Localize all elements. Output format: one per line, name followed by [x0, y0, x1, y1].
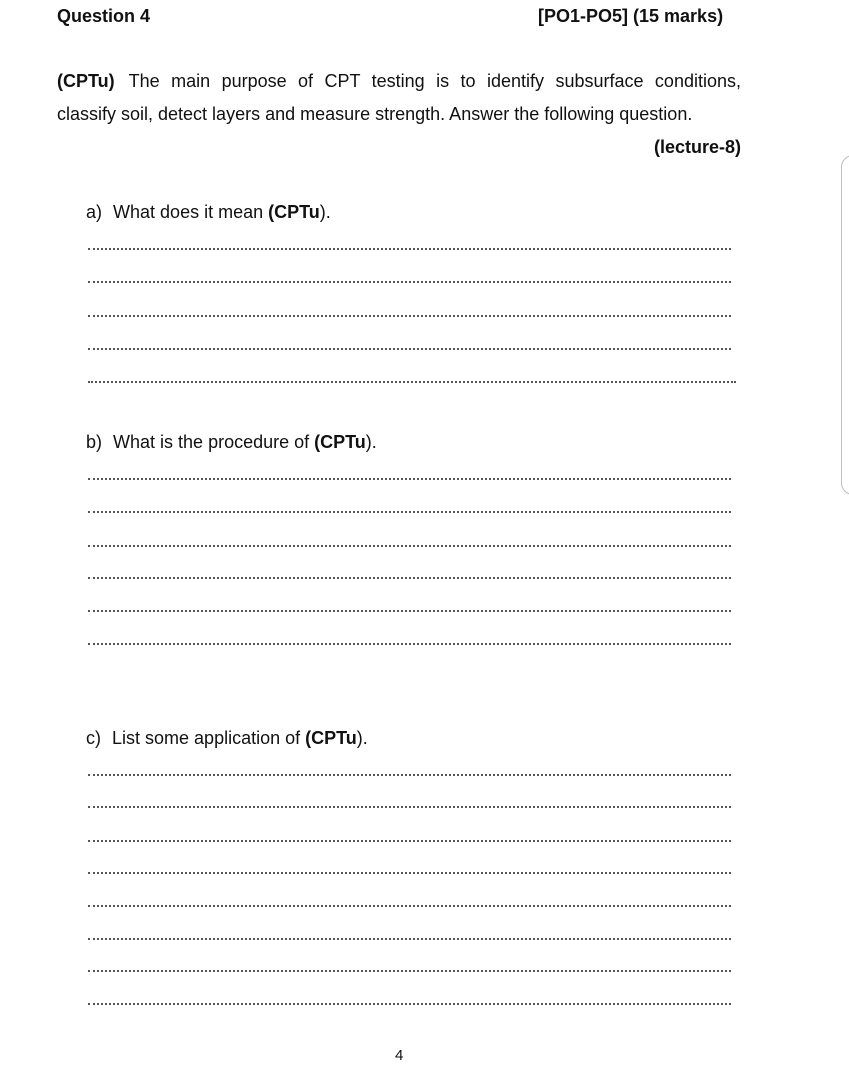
answer-line[interactable] [88, 348, 731, 350]
question-c-term: (CPTu [305, 728, 357, 748]
question-a-text: What does it mean [113, 202, 269, 222]
side-panel-tab[interactable] [841, 155, 849, 495]
answer-line[interactable] [88, 806, 731, 808]
question-a-end: ). [319, 202, 331, 222]
question-b-end: ). [365, 432, 377, 452]
lecture-reference: (lecture-8) [653, 137, 741, 157]
question-a-label: a) [86, 202, 103, 222]
intro-paragraph [57, 65, 741, 164]
question-b-term: (CPTu [314, 432, 366, 452]
question-c-end: ). [356, 728, 368, 748]
question-c [86, 728, 368, 749]
answer-line[interactable] [88, 643, 731, 645]
question-a [86, 202, 331, 223]
answer-line[interactable] [88, 840, 731, 842]
answer-line[interactable] [88, 610, 731, 612]
question-title: Question 4 [57, 6, 151, 26]
answer-line[interactable] [88, 545, 731, 547]
question-c-label: c) [86, 728, 101, 748]
answer-line[interactable] [88, 872, 731, 874]
intro-lead: (CPTu) [57, 71, 115, 91]
answer-line[interactable] [88, 478, 731, 480]
answer-line[interactable] [88, 577, 731, 579]
answer-line[interactable] [88, 1003, 731, 1005]
answer-line[interactable] [88, 774, 731, 776]
answer-line[interactable] [88, 905, 731, 907]
question-b-text: What is the procedure of [113, 432, 315, 452]
question-b [86, 432, 377, 453]
answer-line[interactable] [88, 281, 731, 283]
answer-line[interactable] [88, 970, 731, 972]
answer-line[interactable] [88, 938, 731, 940]
answer-line[interactable] [88, 248, 731, 250]
marks-label: [PO1-PO5] (15 marks) [538, 6, 724, 26]
question-a-term: (CPTu [268, 202, 320, 222]
question-b-label: b) [86, 432, 103, 452]
intro-line-2: classify soil, detect layers and measure strength. Answer the following question. [57, 104, 693, 124]
answer-line[interactable] [88, 315, 731, 317]
answer-line[interactable] [88, 381, 736, 383]
intro-line-1: The main purpose of CPT testing is to identify subsurface conditions, [128, 71, 741, 91]
question-c-text: List some application of [112, 728, 306, 748]
answer-line[interactable] [88, 511, 731, 513]
page-number: 4 [395, 1047, 404, 1064]
